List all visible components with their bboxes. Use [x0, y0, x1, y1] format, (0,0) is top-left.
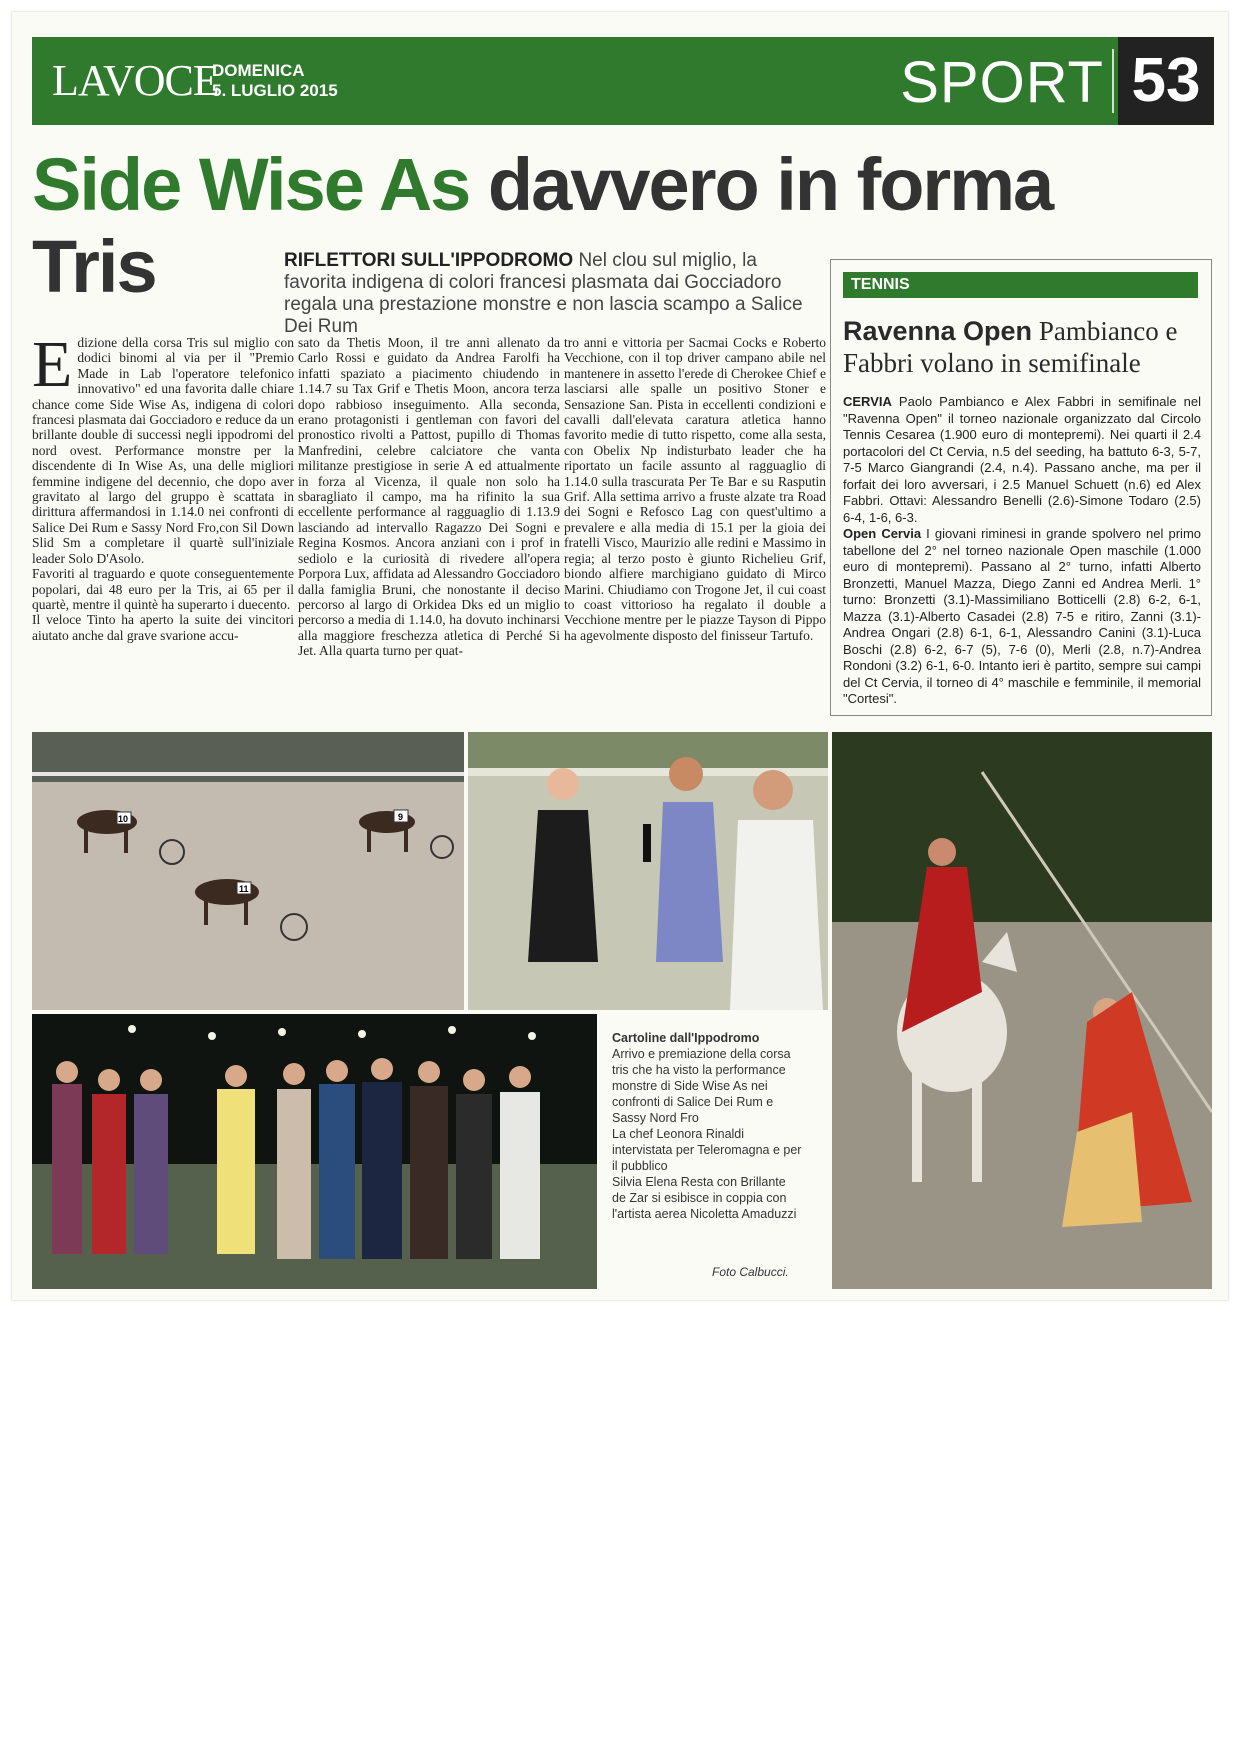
- photo-award-ceremony: [32, 1014, 597, 1289]
- article-subhead: [284, 250, 824, 338]
- article-column-1: [32, 328, 294, 643]
- tennis-p2: I giovani riminesi in grande spolvero nel primo tabellone del 2° nel torneo nazionale Open maschile (1.000 euro di montepremi). Passano al 2° turno, infatti Alberto Bronzetti, Manuel Mazza, Diego Zanni ed Andrea Merli. 1° turno: Bronzetti (3.1)-Massimiliano Botticelli (2.8) 6-2, 6-1, Mazza (3.1)-Alberto Casadei (2.8) 7-5 e ritiro, Zanni (3.1)-Andrea Ongari (2.8) 6-1, 6-1, Alessandro Canini (3.1)-Luca Boschi (2.8) 6-2, 6-7 (5), 7-6 (0), Merli (2.8, n.7)-Andrea Rondoni (3.2) 6-1, 6-0. Intanto ieri è partito, sempre sui campi del Ct Cervia, il torneo di 4° maschile e femminile, il memorial "Cortesi".: [843, 526, 1201, 706]
- tennis-p2-lead: Open Cervia: [843, 526, 922, 541]
- tennis-p1-lead: CERVIA: [843, 394, 892, 409]
- caption-line-1: Arrivo e premiazione della corsa tris che ha visto la performance monstre di Side Wise As nei confronti di Salice Dei Rum e Sassy Nord Fro: [612, 1047, 791, 1125]
- caption-title: Cartoline dall'Ippodromo: [612, 1031, 760, 1045]
- newspaper-page: [12, 12, 1228, 1300]
- tennis-title: [843, 315, 1203, 379]
- section-divider: [1112, 49, 1114, 113]
- subhead-text: Nel clou sul miglio, la favorita indigena di colori francesi plasmata dai Gocciadoro regala una prestazione monstre e non lascia scampo a Salice Dei Rum: [284, 250, 803, 337]
- tennis-title-bold: Ravenna Open: [843, 316, 1033, 346]
- column-1-para-1: dizione della corsa Tris sul miglio con dodici binomi al via per il "Premio Made in Lab l'operatore telefonico innovativo" ed una favorita dalle chiare chance come Side Wise As, indigena di colori francesi plasmata dai Gocciadoro e reduce da un brillante double di successi negli ippodromi del nord ovest. Performance monstre per la discendente di In Wise As, una delle migliori femmine indigene del decennio, che dopo aver gravitato al largo del gruppo è scattata in dirittura affermandosi in 1.14.0 nei confronti di Salice Dei Rum e Sassy Nord Fro,con Sil Down Slid Sm a completare il quartè sull'iniziale leader Solo D'Asolo.: [32, 335, 294, 566]
- issue-date-text: 5. LUGLIO 2015: [212, 81, 338, 100]
- issue-day: DOMENICA: [212, 61, 305, 80]
- article-column-3: [564, 335, 826, 643]
- tennis-tag: TENNIS: [843, 272, 1198, 298]
- headline-green: Side Wise As: [32, 143, 470, 226]
- subhead-lead: RIFLETTORI SULL'IPPODROMO: [284, 250, 574, 271]
- photo-harness-race: [32, 732, 464, 1010]
- article-column-2: [298, 335, 560, 659]
- newspaper-logo: LAVOCE: [52, 56, 219, 105]
- photo-chef-interview: [468, 732, 828, 1010]
- column-2-text: sato da Thetis Moon, il tre anni allenato da Carlo Rossi e guidato da Andrea Farolfi ha infatti spaziato a piacimento chiudendo in 1.14.7 su Tax Grif e Thetis Moon, ancora terza dopo rabbioso inseguimento. Alla seconda, erano protagonisti i gentleman con favori del pronostico rivolti a Pattost, pupillo di Thomas Manfredini, celebre calciatore che vanta militanze prestigiose in serie A ed attualmente in forza al Vicenza, il quale non solo ha sbaragliato il campo, ma ha rifinito la sua eccellente performance al ragguaglio di 1.13.9 lasciando ad intervallo Ragazzo Dei Sogni e Regina Kosmos. Ancora anziani con i prof in sediolo e la curiosità di rivedere all'opera Porpora Lux, affidata ad Alessandro Gocciadoro dalla famiglia Bruni, che nonostante il deciso percorso al largo di Orkidea Dks ed un miglio percorso a media di 1.14.0, ha dovuto inchinarsi alla maggiore freschezza atletica di Perché Si Jet. Alla quarta turno per quat-: [298, 335, 560, 659]
- equestrian-illustration: [832, 732, 1212, 1289]
- photo-credit: Foto Calbucci.: [712, 1265, 789, 1279]
- headline-kicker: Tris: [32, 225, 156, 308]
- race-number-9: 9: [398, 812, 404, 822]
- page-number: 53: [1118, 37, 1214, 125]
- masthead: [32, 37, 1214, 125]
- column-1-para-3: Il veloce Tinto ha aperto la suite dei vincitori aiutato anche dal grave svarione accu-: [32, 612, 294, 643]
- photo-caption: [612, 1030, 802, 1222]
- harness-race-illustration: [32, 732, 464, 1010]
- column-3-text: tro anni e vittoria per Sacmai Cocks e Roberto Vecchione, con il top driver campano abile nel mantenere in assetto l'erede di Cherokee Chief e lasciarsi alle spalle un positivo Stoner e Sensazione San. Pista in eccellenti condizioni e cavalli dall'elevata caratura atletica hanno favorito medie di tutto rispetto, come alla sesta, con Obelix Np indisturbato leader che ha riportato un facile assunto al ragguaglio di 1.14.0 sulla trascurata Per Te Bar e su Rasputin Grif. Alla settima arrivo a fruste alzate tra Road dei Sogni e Refosco Lag con quest'ultimo a prevalere e alla media di 15.1 per la gioia dei fratelli Visco, Maurizio alle redini e Massimo in regia; al terzo posto è giunto Richelieu Grif, biondo alfiere marchigiano guidato di Mirco Marini. Chiudiamo con Trogone Jet, il cui coast to coast vittorioso ha regalato il double a Vecchione mentre per le piazze Tayson di Pippo ha agevolmente disposto del finisseur Tartufo.: [564, 335, 826, 643]
- issue-date: [212, 61, 338, 101]
- tennis-body: [843, 394, 1201, 708]
- race-number-11: 11: [239, 884, 249, 894]
- interview-illustration: [468, 732, 828, 1010]
- photo-equestrian-show: [832, 732, 1212, 1289]
- tennis-p1: Paolo Pambianco e Alex Fabbri in semifinale nel "Ravenna Open" il torneo nazionale organizzato dal Circolo Tennis Cesarea (1.900 euro di montepremi). Nei quarti il 2.4 portacolori del Ct Cervia, n.5 del seeding, ha battuto 6-3, 5-7, 7-5 Marco Giangrandi (2.4, n.4). Passano anche, ma per il forfait dei loro avversari, i 2.5 Manuel Schuett (n.6) ed Alex Fabbri. Ottavi: Alessandro Benelli (2.6)-Simone Todaro (2.5) 6-4, 1-6, 6-3.: [843, 394, 1201, 525]
- race-number-10: 10: [118, 814, 129, 824]
- award-ceremony-illustration: [32, 1014, 597, 1289]
- caption-line-3: Silvia Elena Resta con Brillante de Zar si esibisce in coppia con l'artista aerea Nicoletta Amaduzzi: [612, 1175, 797, 1221]
- group-of-people: [52, 1082, 540, 1259]
- caption-line-2: La chef Leonora Rinaldi intervistata per Teleromagna e per il pubblico: [612, 1127, 802, 1173]
- column-1-para-2: Favoriti al traguardo e quote conseguentemente popolari, dai 48 euro per la Tris, ai 65 per il quartè, mentre il quintè ha superarto i duecento.: [32, 566, 294, 612]
- headline-dark: davvero in forma: [487, 143, 1053, 226]
- dropcap: E: [32, 328, 73, 401]
- section-label: SPORT: [900, 50, 1104, 115]
- article-headline: [32, 142, 1052, 227]
- tennis-sidebar: [830, 259, 1212, 716]
- tennis-title-rest: Pambianco e Fabbri volano in semifinale: [843, 316, 1178, 378]
